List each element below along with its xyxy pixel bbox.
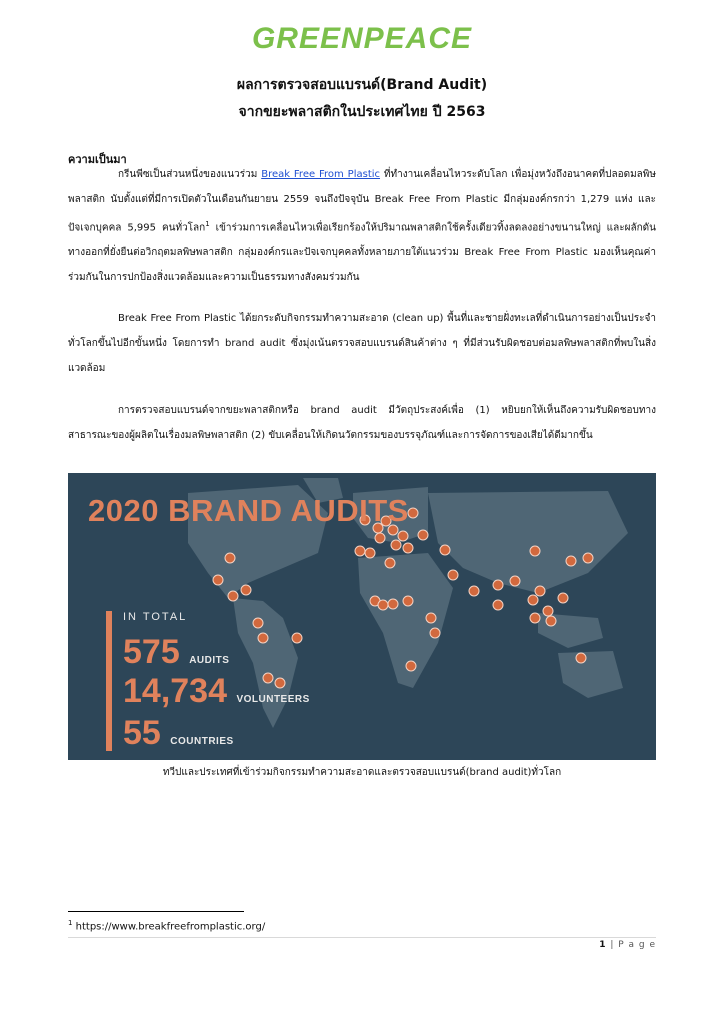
- footnote-ref: 1: [205, 220, 210, 228]
- section-heading: ความเป็นมา: [68, 153, 127, 166]
- document-subtitle: จากขยะพลาสติกในประเทศไทย ปี 2563: [238, 104, 486, 120]
- break-free-link[interactable]: Break Free From Plastic: [261, 169, 381, 180]
- volunteers-stat: 14,734 VOLUNTEERS: [123, 672, 310, 710]
- map-title: 2020 BRAND AUDITS: [88, 493, 409, 528]
- audits-stat: 575 AUDITS: [123, 633, 230, 671]
- in-total-label: IN TOTAL: [123, 611, 188, 623]
- document-title: ผลการตรวจสอบแบรนด์(Brand Audit): [236, 77, 488, 93]
- footnote: $^1$ https://www.breakfreefromplastic.org/: [68, 919, 266, 933]
- footnote-url[interactable]: https://www.breakfreefromplastic.org/: [72, 921, 266, 933]
- greenpeace-logo: GREENPEACE: [251, 22, 473, 55]
- page-footer-divider: [68, 937, 656, 938]
- stats-accent-bar: [106, 611, 112, 751]
- figure-caption: ทวีปและประเทศที่เข้าร่วมกิจกรรมทำความสะอาดและตรวจสอบแบรนด์(brand audit)ทั่วโลก: [162, 767, 562, 778]
- countries-stat: 55 COUNTRIES: [123, 714, 234, 752]
- page-number: 1 | P a g e: [599, 940, 656, 950]
- paragraph-2: Break Free From Plastic ได้ยกระดับกิจกรรมทำความสะอาด (clean up) พื้นที่และชายฝั่งทะเลที่ดำเนินการอย่างเป็นประจำทั่วโลกขึ้นไปอีกขั้นหนึ่ง โดยการทำ brand audit ซึ่งมุ่งเน้นตรวจสอบแบรนด์สินค้าต่าง ๆ ที่มีส่วนรับผิดชอบต่อมลพิษพลาสติกที่พบในสิ่งแวดล้อม: [68, 313, 656, 374]
- paragraph-3: การตรวจสอบแบรนด์จากขยะพลาสติกหรือ brand audit มีวัตถุประสงค์เพื่อ (1) หยิบยกให้เห็นถึงความรับผิดชอบทางสาธารณะของผู้ผลิตในเรื่องมลพิษพลาสติก (2) ขับเคลื่อนให้เกิดนวัตกรรมของบรรจุภัณฑ์และการจัดการของเสียได้ดีมากขึ้น: [68, 405, 656, 441]
- footnote-divider: [68, 911, 244, 912]
- paragraph-1: กรีนพีซเป็นส่วนหนึ่งของแนวร่วม Break Free From Plastic ที่ทำงานเคลื่อนไหวระดับโลก เพื่อมุ่งหวังถึงอนาคตที่ปลอดมลพิษพลาสติก นับตั้งแต่ที่มีการเปิดตัวในเดือนกันยายน 2559 จนถึงปัจจุบัน Break Free From Plastic มีกลุ่มองค์กรกว่า 1,279 แห่ง และปัจเจกบุคคล 5,995 คนทั่วโลก$^1$ เข้าร่วมการเคลื่อนไหวเพื่อเรียกร้องให้ปริมาณพลาสติกใช้ครั้งเดียวทิ้งลดลงอย่างขนานใหญ่ และผลักดันทางออกที่ยั่งยืนต่อวิกฤตมลพิษพลาสติก กลุ่มองค์กรและปัจเจกบุคคลทั้งหลายภายใต้แนวร่วม Break Free From Plastic มองเห็นคุณค่าร่วมกันในการปกป้องสิ่งแวดล้อมและความเป็นธรรมทางสังคมร่วมกัน: [68, 169, 656, 284]
- brand-audit-map: [68, 473, 656, 760]
